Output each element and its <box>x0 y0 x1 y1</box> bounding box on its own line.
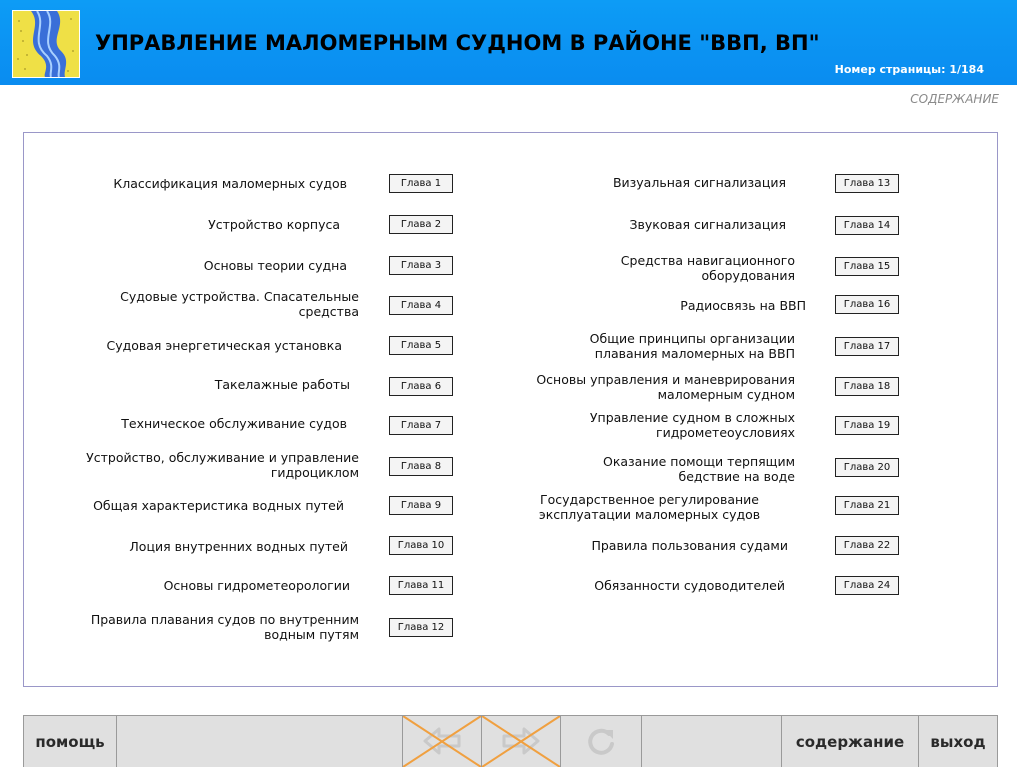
page-number: Номер страницы: 1/184 <box>834 63 984 76</box>
contents-panel <box>23 132 998 687</box>
reload-icon <box>581 722 621 762</box>
chapter-label: Устройство корпуса <box>208 216 340 232</box>
chapter-label: Звуковая сигнализация <box>629 216 786 232</box>
chapter-label: Устройство, обслуживание и управление гидроциклом <box>86 450 359 480</box>
help-button[interactable]: помощь <box>24 716 117 767</box>
chapter-label: Техническое обслуживание судов <box>121 415 347 431</box>
section-label: СОДЕРЖАНИЕ <box>910 92 999 106</box>
chapter-label: Такелажные работы <box>214 376 350 392</box>
chapter-10-button[interactable]: Глава 10 <box>389 536 453 555</box>
chapter-3-button[interactable]: Глава 3 <box>389 256 453 275</box>
chapter-label: Судовая энергетическая установка <box>106 337 342 353</box>
river-logo-icon <box>12 10 80 78</box>
chapter-label: Управление судном в сложных гидрометеоусловиях <box>589 410 795 440</box>
chapter-13-button[interactable]: Глава 13 <box>835 174 899 193</box>
chapter-24-button[interactable]: Глава 24 <box>835 576 899 595</box>
chapter-label: Классификация маломерных судов <box>113 175 347 191</box>
chapter-label: Основы управления и маневрирования маломерным судном <box>536 372 795 402</box>
chapter-19-button[interactable]: Глава 19 <box>835 416 899 435</box>
chapter-20-button[interactable]: Глава 20 <box>835 458 899 477</box>
chapter-8-button[interactable]: Глава 8 <box>389 457 453 476</box>
chapter-6-button[interactable]: Глава 6 <box>389 377 453 396</box>
chapter-label: Основы гидрометеорологии <box>163 577 350 593</box>
chapter-15-button[interactable]: Глава 15 <box>835 257 899 276</box>
bottom-toolbar <box>23 715 998 767</box>
contents-button[interactable]: содержание <box>782 716 919 767</box>
chapter-label: Основы теории судна <box>203 257 347 273</box>
chapter-2-button[interactable]: Глава 2 <box>389 215 453 234</box>
chapter-label: Средства навигационного оборудования <box>620 253 795 283</box>
chapter-21-button[interactable]: Глава 21 <box>835 496 899 515</box>
chapter-label: Судовые устройства. Спасательные средства <box>120 289 359 319</box>
exit-button[interactable]: выход <box>919 716 998 767</box>
chapter-18-button[interactable]: Глава 18 <box>835 377 899 396</box>
toolbar-spacer <box>642 716 782 767</box>
chapter-label: Оказание помощи терпящим бедствие на воде <box>602 454 795 484</box>
chapter-16-button[interactable]: Глава 16 <box>835 295 899 314</box>
forward-arrow-icon <box>482 716 560 767</box>
chapter-label: Обязанности судоводителей <box>594 577 785 593</box>
chapter-label: Правила плавания судов по внутренним водным путям <box>90 612 359 642</box>
chapter-label: Государственное регулирование эксплуатации маломерных судов <box>538 492 761 522</box>
chapter-7-button[interactable]: Глава 7 <box>389 416 453 435</box>
chapter-label: Лоция внутренних водных путей <box>129 538 348 554</box>
chapter-14-button[interactable]: Глава 14 <box>835 216 899 235</box>
chapter-17-button[interactable]: Глава 17 <box>835 337 899 356</box>
back-arrow-icon <box>403 716 481 767</box>
chapter-5-button[interactable]: Глава 5 <box>389 336 453 355</box>
chapter-9-button[interactable]: Глава 9 <box>389 496 453 515</box>
chapter-1-button[interactable]: Глава 1 <box>389 174 453 193</box>
chapter-label: Общие принципы организации плавания маломерных на ВВП <box>589 331 795 361</box>
forward-button[interactable] <box>482 716 561 767</box>
chapter-4-button[interactable]: Глава 4 <box>389 296 453 315</box>
chapter-label: Радиосвязь на ВВП <box>680 297 806 313</box>
chapter-label: Общая характеристика водных путей <box>93 497 344 513</box>
chapter-22-button[interactable]: Глава 22 <box>835 536 899 555</box>
toolbar-spacer <box>117 716 403 767</box>
reload-button[interactable] <box>561 716 642 767</box>
chapter-label: Правила пользования судами <box>591 537 788 553</box>
chapter-label: Визуальная сигнализация <box>612 174 786 190</box>
header-bar <box>0 0 1017 85</box>
page-title: УПРАВЛЕНИЕ МАЛОМЕРНЫМ СУДНОМ В РАЙОНЕ "ВВП, ВП" <box>95 31 820 55</box>
back-button[interactable] <box>403 716 482 767</box>
chapter-11-button[interactable]: Глава 11 <box>389 576 453 595</box>
chapter-12-button[interactable]: Глава 12 <box>389 618 453 637</box>
